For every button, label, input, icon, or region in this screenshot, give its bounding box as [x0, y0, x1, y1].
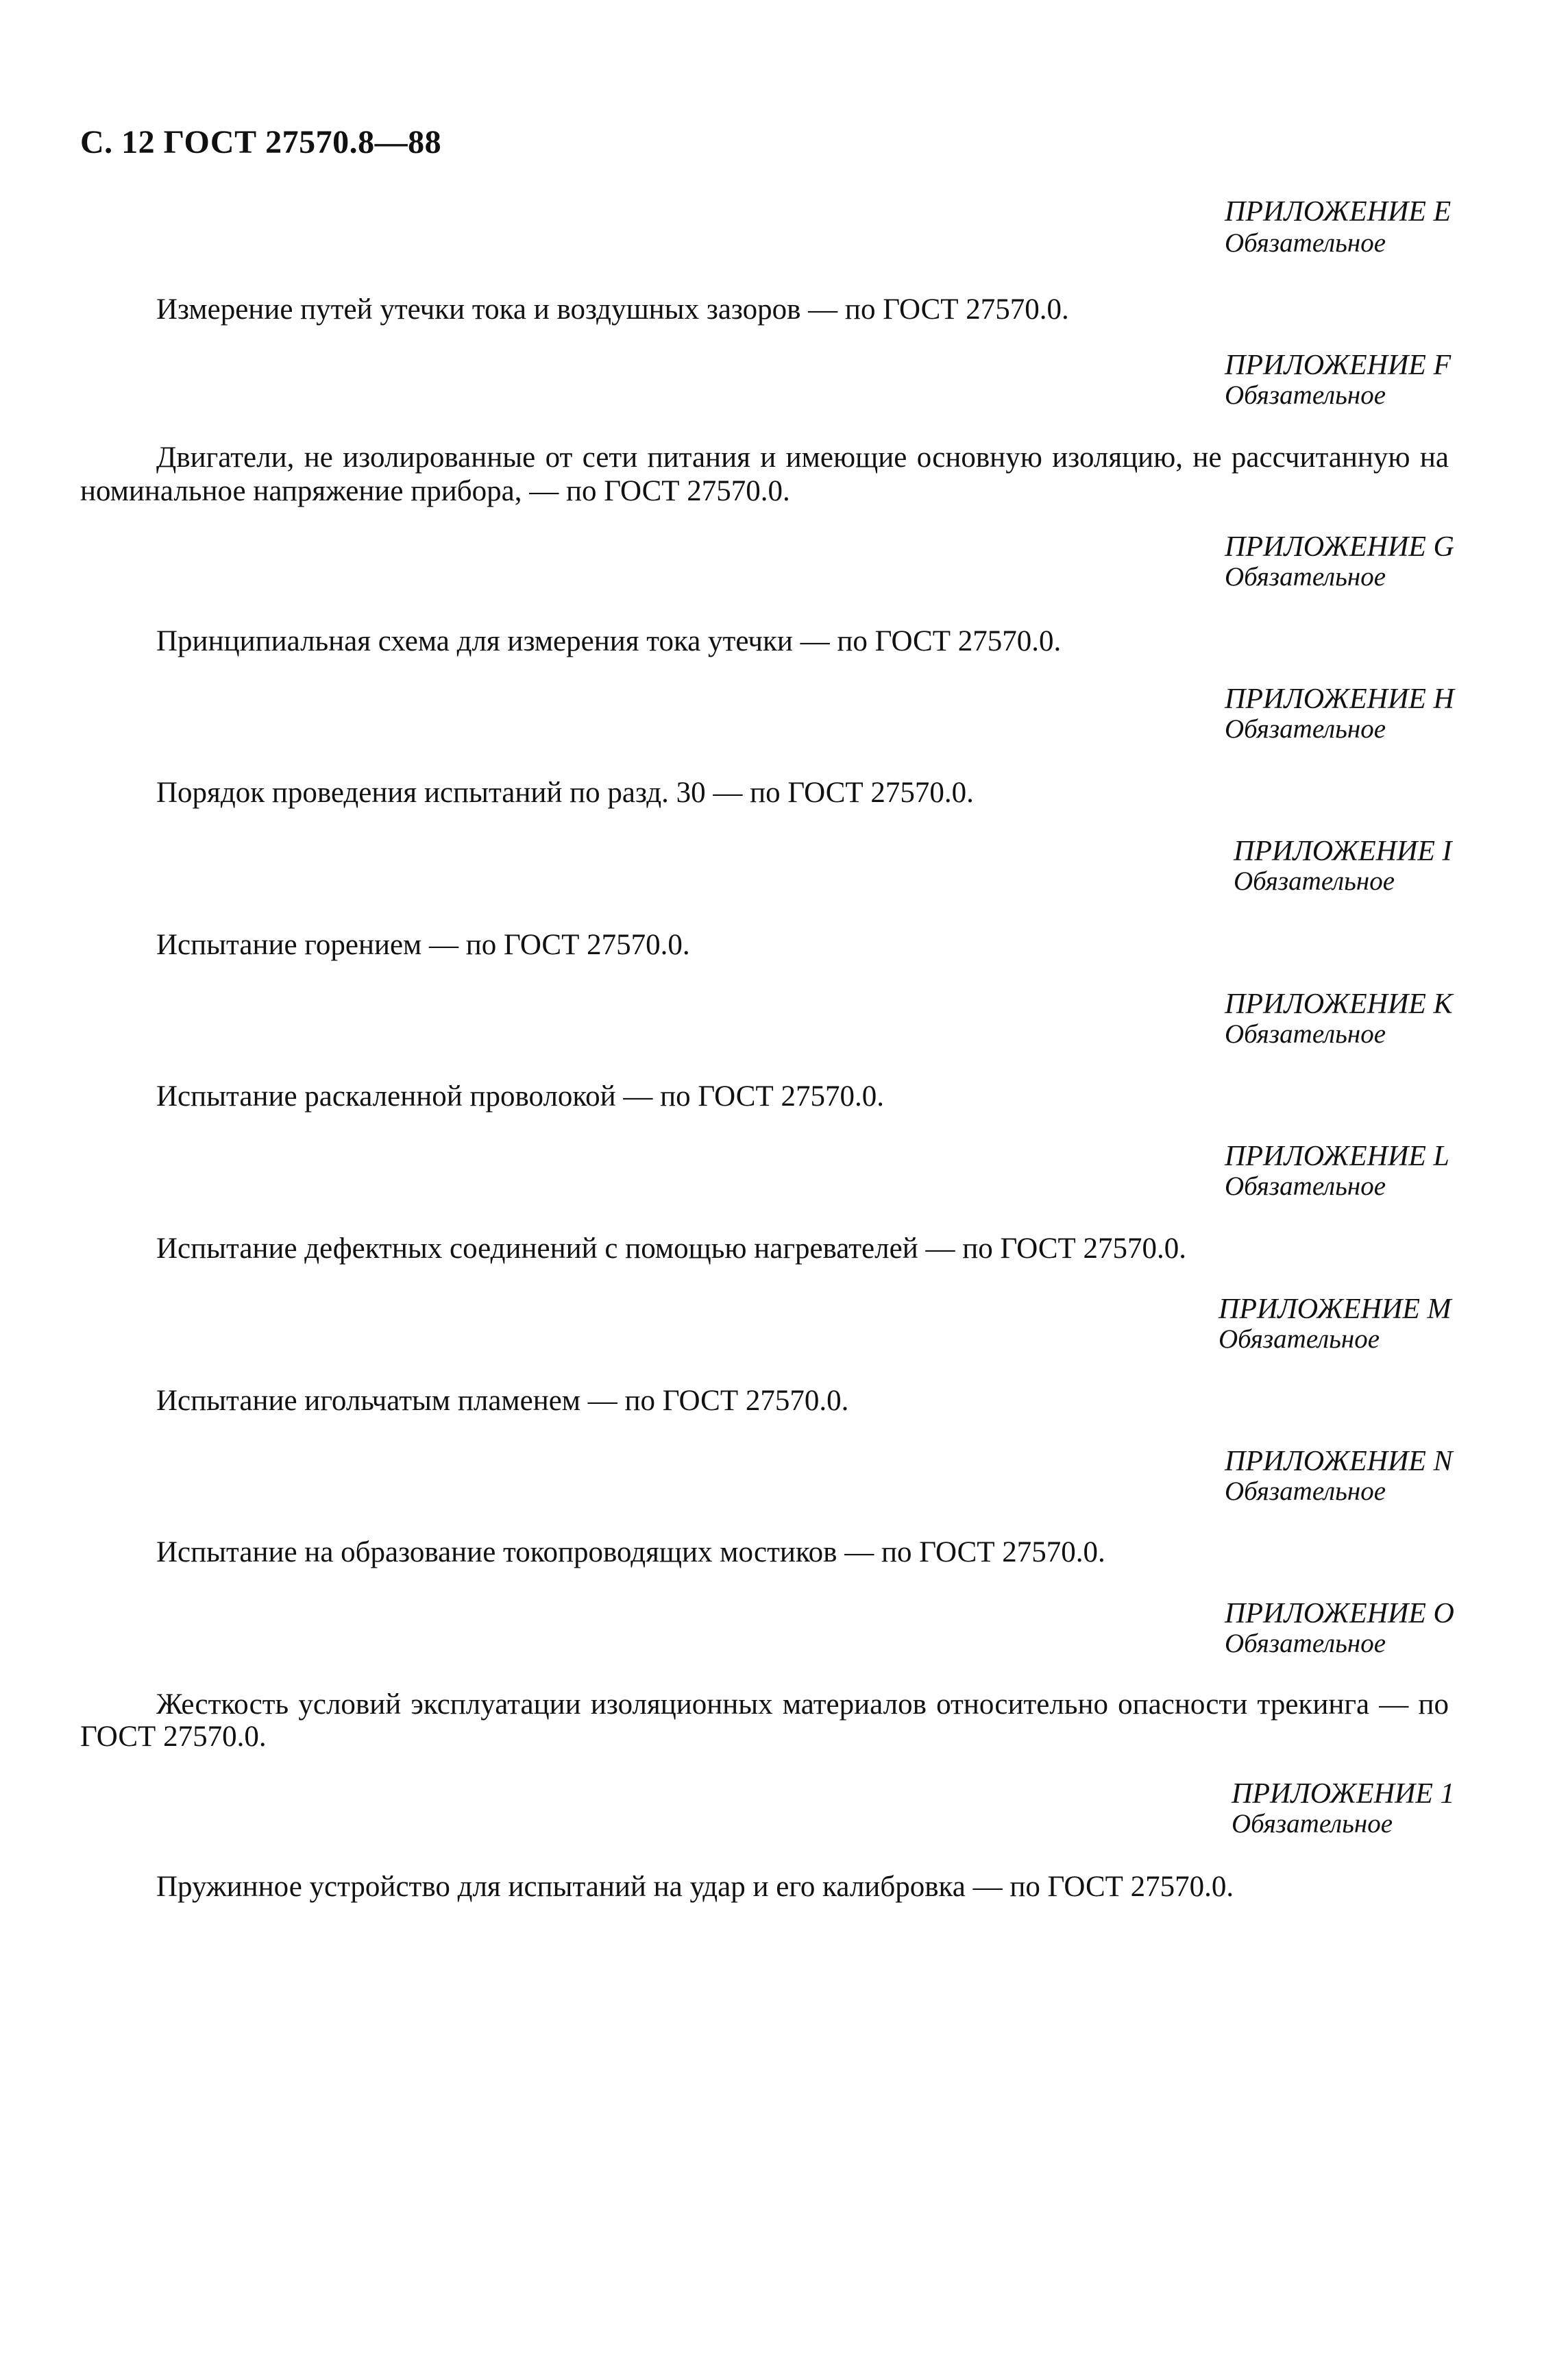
appendix-g-text: Принципиальная схема для измерения тока утечки — по ГОСТ 27570.0. [156, 625, 1062, 657]
appendix-1-status: Обязательное [1232, 1809, 1393, 1838]
appendix-e-status: Обязательное [1225, 228, 1386, 258]
appendix-n-title: ПРИЛОЖЕНИЕ N [1225, 1446, 1453, 1477]
appendix-1-text: Пружинное устройство для испытаний на удар и его калибровка — по ГОСТ 27570.0. [156, 1871, 1234, 1903]
appendix-g-status: Обязательное [1225, 562, 1386, 592]
appendix-g-title: ПРИЛОЖЕНИЕ G [1225, 531, 1454, 563]
appendix-o-text-line1: Жесткость условий эксплуатации изоляционных материалов относительно опасности трекинга — по [156, 1688, 1449, 1721]
appendix-i-text: Испытание горением — по ГОСТ 27570.0. [156, 929, 690, 961]
appendix-f-status: Обязательное [1225, 380, 1386, 410]
appendix-n-text: Испытание на образование токопроводящих мостиков — по ГОСТ 27570.0. [156, 1536, 1105, 1568]
appendix-f-title: ПРИЛОЖЕНИЕ F [1225, 350, 1452, 381]
appendix-e-text: Измерение путей утечки тока и воздушных зазоров — по ГОСТ 27570.0. [156, 293, 1069, 326]
appendix-i-status: Обязательное [1234, 866, 1395, 896]
appendix-i-title: ПРИЛОЖЕНИЕ I [1234, 836, 1452, 867]
appendix-h-title: ПРИЛОЖЕНИЕ Н [1225, 683, 1454, 715]
appendix-n-status: Обязательное [1225, 1477, 1386, 1506]
appendix-k-status: Обязательное [1225, 1019, 1386, 1049]
appendix-m-status: Обязательное [1219, 1324, 1380, 1354]
appendix-f-text-line2: номинальное напряжение прибора, — по ГОСТ 27570.0. [80, 475, 790, 507]
appendix-h-text: Порядок проведения испытаний по разд. 30 — по ГОСТ 27570.0. [156, 777, 974, 809]
appendix-l-text: Испытание дефектных соединений с помощью нагревателей — по ГОСТ 27570.0. [156, 1232, 1187, 1265]
appendix-m-text: Испытание игольчатым пламенем — по ГОСТ 27570.0. [156, 1385, 849, 1417]
page-header: С. 12 ГОСТ 27570.8—88 [80, 124, 442, 160]
appendix-k-text: Испытание раскаленной проволокой — по ГОСТ 27570.0. [156, 1080, 884, 1113]
appendix-h-status: Обязательное [1225, 714, 1386, 744]
appendix-o-text-line2: ГОСТ 27570.0. [80, 1721, 267, 1753]
appendix-o-status: Обязательное [1225, 1629, 1386, 1658]
appendix-l-title: ПРИЛОЖЕНИЕ L [1225, 1141, 1449, 1172]
appendix-f-text-line1: Двигатели, не изолированные от сети питания и имеющие основную изоляцию, не рассчитанную на [156, 441, 1449, 474]
appendix-e-title: ПРИЛОЖЕНИЕ Е [1225, 196, 1452, 228]
appendix-k-title: ПРИЛОЖЕНИЕ К [1225, 988, 1453, 1020]
appendix-l-status: Обязательное [1225, 1171, 1386, 1201]
appendix-1-title: ПРИЛОЖЕНИЕ 1 [1232, 1778, 1455, 1810]
appendix-o-title: ПРИЛОЖЕНИЕ О [1225, 1598, 1454, 1629]
appendix-m-title: ПРИЛОЖЕНИЕ М [1219, 1294, 1452, 1325]
